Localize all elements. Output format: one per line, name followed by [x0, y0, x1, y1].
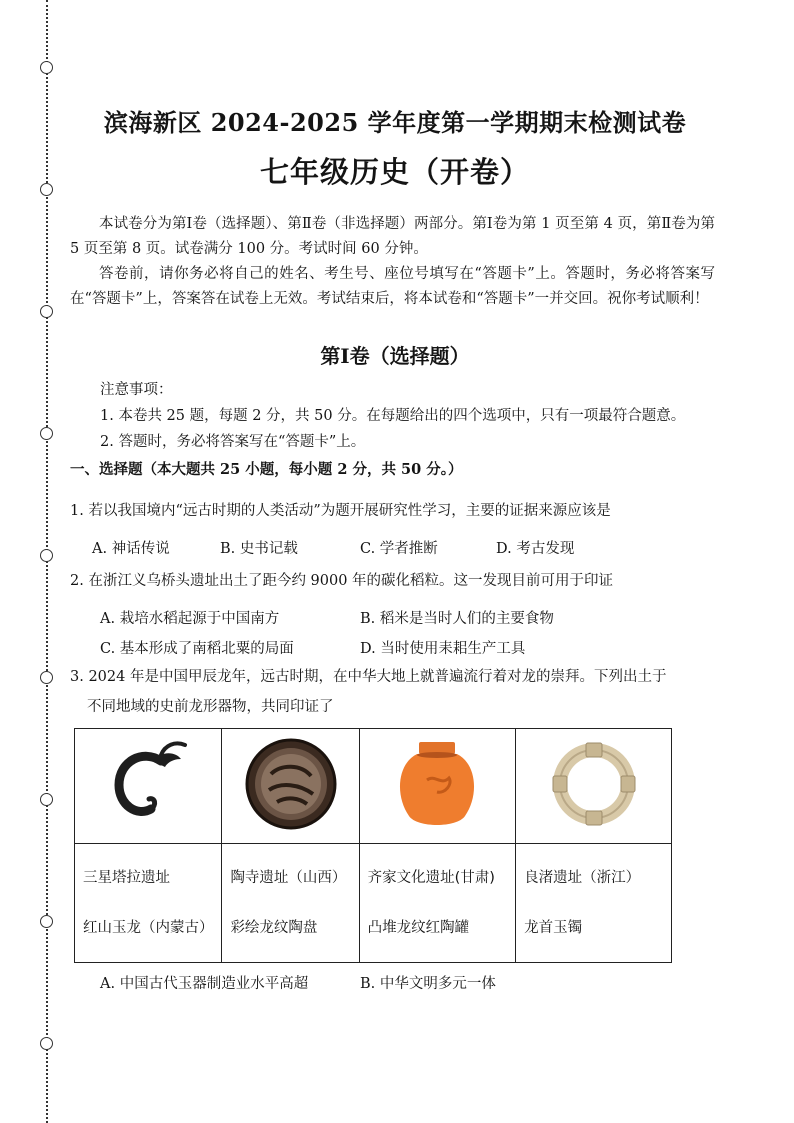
- notice-heading: 注意事项：: [100, 382, 173, 398]
- relic-cell: [359, 844, 516, 963]
- binding-hole-icon: [40, 427, 53, 440]
- relic-cell: [75, 844, 222, 963]
- question-3: [70, 666, 720, 718]
- relic-image-cell: [359, 729, 516, 844]
- q3-option-b: B. 中华文明多元一体: [360, 976, 496, 992]
- instructions-paragraph-1: 本试卷分为第Ⅰ卷（选择题）、第Ⅱ卷（非选择题）两部分。第Ⅰ卷为第 1 页至第 4 页，第Ⅱ卷为第 5 页至第 8 页。试卷满分 100 分。考试时间 60 分钟。: [70, 216, 715, 257]
- q1-option-a: A. 神话传说: [92, 541, 170, 557]
- binding-hole-icon: [40, 549, 53, 562]
- question-2: [70, 570, 720, 592]
- notice-block: [70, 377, 715, 455]
- relic-cell: [516, 844, 672, 963]
- relic-name: 龙首玉镯: [524, 920, 583, 936]
- relic-image-row: [75, 729, 672, 844]
- binding-hole-icon: [40, 915, 53, 928]
- q1-option-c: C. 学者推断: [360, 541, 438, 557]
- relic-image-cell: [516, 729, 672, 844]
- relic-cell: [222, 844, 359, 963]
- question-stem-line-1: 3. 2024 年是中国甲辰龙年，远古时期，在中华大地上就普遍流行着对龙的崇拜。下列出土于: [70, 669, 667, 685]
- q1-option-b: B. 史书记载: [220, 541, 298, 557]
- jade-dragon-icon: [103, 739, 193, 829]
- binding-hole-icon: [40, 305, 53, 318]
- relic-site: 三星塔拉遗址: [83, 870, 170, 886]
- red-pottery-jar-icon: [387, 734, 487, 834]
- relic-site: 陶寺遗址（山西）: [230, 870, 347, 886]
- relic-image-cell: [222, 729, 359, 844]
- jade-bracelet-icon: [549, 739, 639, 829]
- q2-option-d: D. 当时使用耒耜生产工具: [360, 641, 526, 657]
- relic-table: [74, 728, 672, 963]
- q2-option-c: C. 基本形成了南稻北粟的局面: [100, 641, 294, 657]
- binding-margin: [0, 0, 70, 1123]
- q3-option-a: A. 中国古代玉器制造业水平高超: [100, 976, 309, 992]
- instructions-paragraph-2: 答卷前，请你务必将自己的姓名、考生号、座位号填写在“答题卡”上。答题时，务必将答案写在“答题卡”上，答案答在试卷上无效。考试结束后，将本试卷和“答题卡”一并交回。祝你考试顺利！: [70, 266, 715, 307]
- binding-hole-icon: [40, 793, 53, 806]
- binding-hole-icon: [40, 671, 53, 684]
- q2-option-b: B. 稻米是当时人们的主要食物: [360, 611, 554, 627]
- section-title: 一、选择题（本大题共 25 小题，每小题 2 分，共 50 分。）: [70, 461, 463, 478]
- q1-option-d: D. 考古发现: [496, 541, 575, 557]
- relic-text-row: [75, 844, 672, 963]
- binding-hole-icon: [40, 61, 53, 74]
- exam-subtitle: 七年级历史（开卷）: [259, 155, 530, 189]
- painted-plate-icon: [241, 734, 341, 834]
- binding-hole-icon: [40, 183, 53, 196]
- volume-title: 第Ⅰ卷（选择题）: [320, 344, 470, 368]
- question-stem: 1. 若以我国境内“远古时期的人类活动”为题开展研究性学习，主要的证据来源应该是: [70, 503, 611, 519]
- relic-site: 良渚遗址（浙江）: [524, 870, 641, 886]
- relic-name: 红山玉龙（内蒙古）: [83, 920, 214, 936]
- question-stem-line-2: 不同地域的史前龙形器物，共同印证了: [87, 699, 334, 715]
- relic-name: 凸堆龙纹红陶罐: [367, 920, 470, 936]
- question-1: [70, 500, 720, 522]
- binding-hole-icon: [40, 1037, 53, 1050]
- relic-name: 彩绘龙纹陶盘: [230, 920, 318, 936]
- exam-title: 滨海新区 2024-2025 学年度第一学期期末检测试卷: [103, 108, 687, 137]
- question-stem: 2. 在浙江义乌桥头遗址出土了距今约 9000 年的碳化稻粒。这一发现目前可用于印证: [70, 573, 614, 589]
- q2-option-a: A. 栽培水稻起源于中国南方: [100, 611, 280, 627]
- notice-item: 2. 答题时，务必将答案写在“答题卡”上。: [100, 434, 366, 450]
- relic-site: 齐家文化遗址(甘肃): [367, 870, 495, 886]
- notice-item: 1. 本卷共 25 题，每题 2 分，共 50 分。在每题给出的四个选项中，只有一项最符合题意。: [100, 408, 686, 424]
- exam-instructions: [70, 212, 715, 312]
- relic-image-cell: [75, 729, 222, 844]
